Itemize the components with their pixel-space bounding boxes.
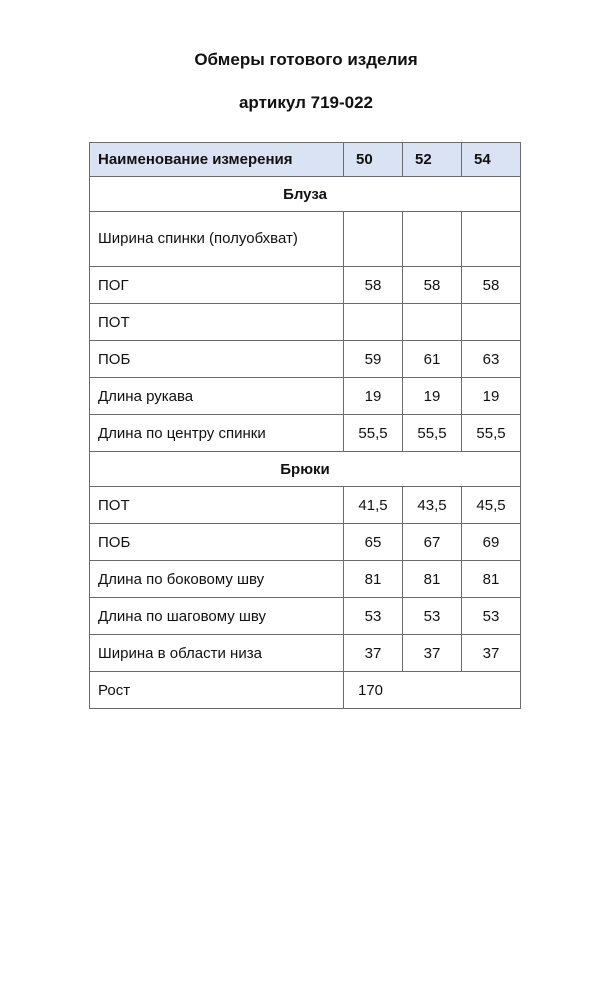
measurement-value: 65 bbox=[344, 524, 403, 561]
table-row bbox=[90, 524, 521, 561]
measurement-name: ПОТ bbox=[90, 304, 344, 341]
measurement-name: ПОБ bbox=[90, 524, 344, 561]
document-title: Обмеры готового изделия bbox=[194, 50, 418, 69]
measurement-value: 19 bbox=[403, 378, 462, 415]
measurement-value: 55,5 bbox=[462, 415, 521, 452]
measurement-value: 43,5 bbox=[403, 487, 462, 524]
table-row bbox=[90, 304, 521, 341]
section-title: Брюки bbox=[90, 452, 521, 487]
measurement-value: 58 bbox=[344, 267, 403, 304]
table-row bbox=[90, 561, 521, 598]
measurement-name: Длина по шаговому шву bbox=[90, 598, 344, 635]
header-size-54: 54 bbox=[462, 143, 521, 177]
measurement-name: Длина по боковому шву bbox=[90, 561, 344, 598]
measurement-value: 58 bbox=[462, 267, 521, 304]
measurement-value: 61 bbox=[403, 341, 462, 378]
measurement-value: 67 bbox=[403, 524, 462, 561]
height-value: 170 bbox=[344, 672, 521, 709]
measurement-value: 53 bbox=[344, 598, 403, 635]
measurement-value: 41,5 bbox=[344, 487, 403, 524]
measurement-value: 55,5 bbox=[403, 415, 462, 452]
measurement-name: Длина рукава bbox=[90, 378, 344, 415]
header-size-50: 50 bbox=[344, 143, 403, 177]
measurement-name: Ширина в области низа bbox=[90, 635, 344, 672]
table-row bbox=[90, 415, 521, 452]
measurement-value: 81 bbox=[344, 561, 403, 598]
measurement-value: 58 bbox=[403, 267, 462, 304]
measurement-name: ПОТ bbox=[90, 487, 344, 524]
table-row bbox=[90, 598, 521, 635]
measurement-value: 69 bbox=[462, 524, 521, 561]
table-row bbox=[90, 212, 521, 267]
section-header-trousers bbox=[90, 452, 521, 487]
measurement-name: ПОГ bbox=[90, 267, 344, 304]
height-row bbox=[90, 672, 521, 709]
table-row bbox=[90, 378, 521, 415]
measurements-table bbox=[89, 142, 521, 709]
measurement-value: 81 bbox=[462, 561, 521, 598]
measurement-value: 19 bbox=[462, 378, 521, 415]
measurement-value: 19 bbox=[344, 378, 403, 415]
measurement-name: ПОБ bbox=[90, 341, 344, 378]
measurement-value: 63 bbox=[462, 341, 521, 378]
measurement-value bbox=[344, 304, 403, 341]
measurement-value: 45,5 bbox=[462, 487, 521, 524]
measurement-name: Длина по центру спинки bbox=[90, 415, 344, 452]
header-size-52: 52 bbox=[403, 143, 462, 177]
measurement-value: 59 bbox=[344, 341, 403, 378]
measurement-value bbox=[344, 212, 403, 267]
measurement-value: 37 bbox=[344, 635, 403, 672]
measurement-name: Ширина спинки (полуобхват) bbox=[90, 212, 344, 267]
measurement-value bbox=[462, 212, 521, 267]
measurement-value: 37 bbox=[403, 635, 462, 672]
measurement-value bbox=[403, 212, 462, 267]
section-title: Блуза bbox=[90, 177, 521, 212]
measurement-value bbox=[403, 304, 462, 341]
section-header-blouse bbox=[90, 177, 521, 212]
table-row bbox=[90, 487, 521, 524]
article-number: артикул 719-022 bbox=[238, 93, 374, 112]
table-row bbox=[90, 341, 521, 378]
measurement-value: 81 bbox=[403, 561, 462, 598]
table-header-row bbox=[90, 143, 521, 177]
measurement-value: 55,5 bbox=[344, 415, 403, 452]
table-row bbox=[90, 635, 521, 672]
measurement-value: 53 bbox=[403, 598, 462, 635]
table-row bbox=[90, 267, 521, 304]
measurement-value: 37 bbox=[462, 635, 521, 672]
measurement-value bbox=[462, 304, 521, 341]
measurement-value: 53 bbox=[462, 598, 521, 635]
height-label: Рост bbox=[90, 672, 344, 709]
header-measurement-name: Наименование измерения bbox=[90, 143, 344, 177]
